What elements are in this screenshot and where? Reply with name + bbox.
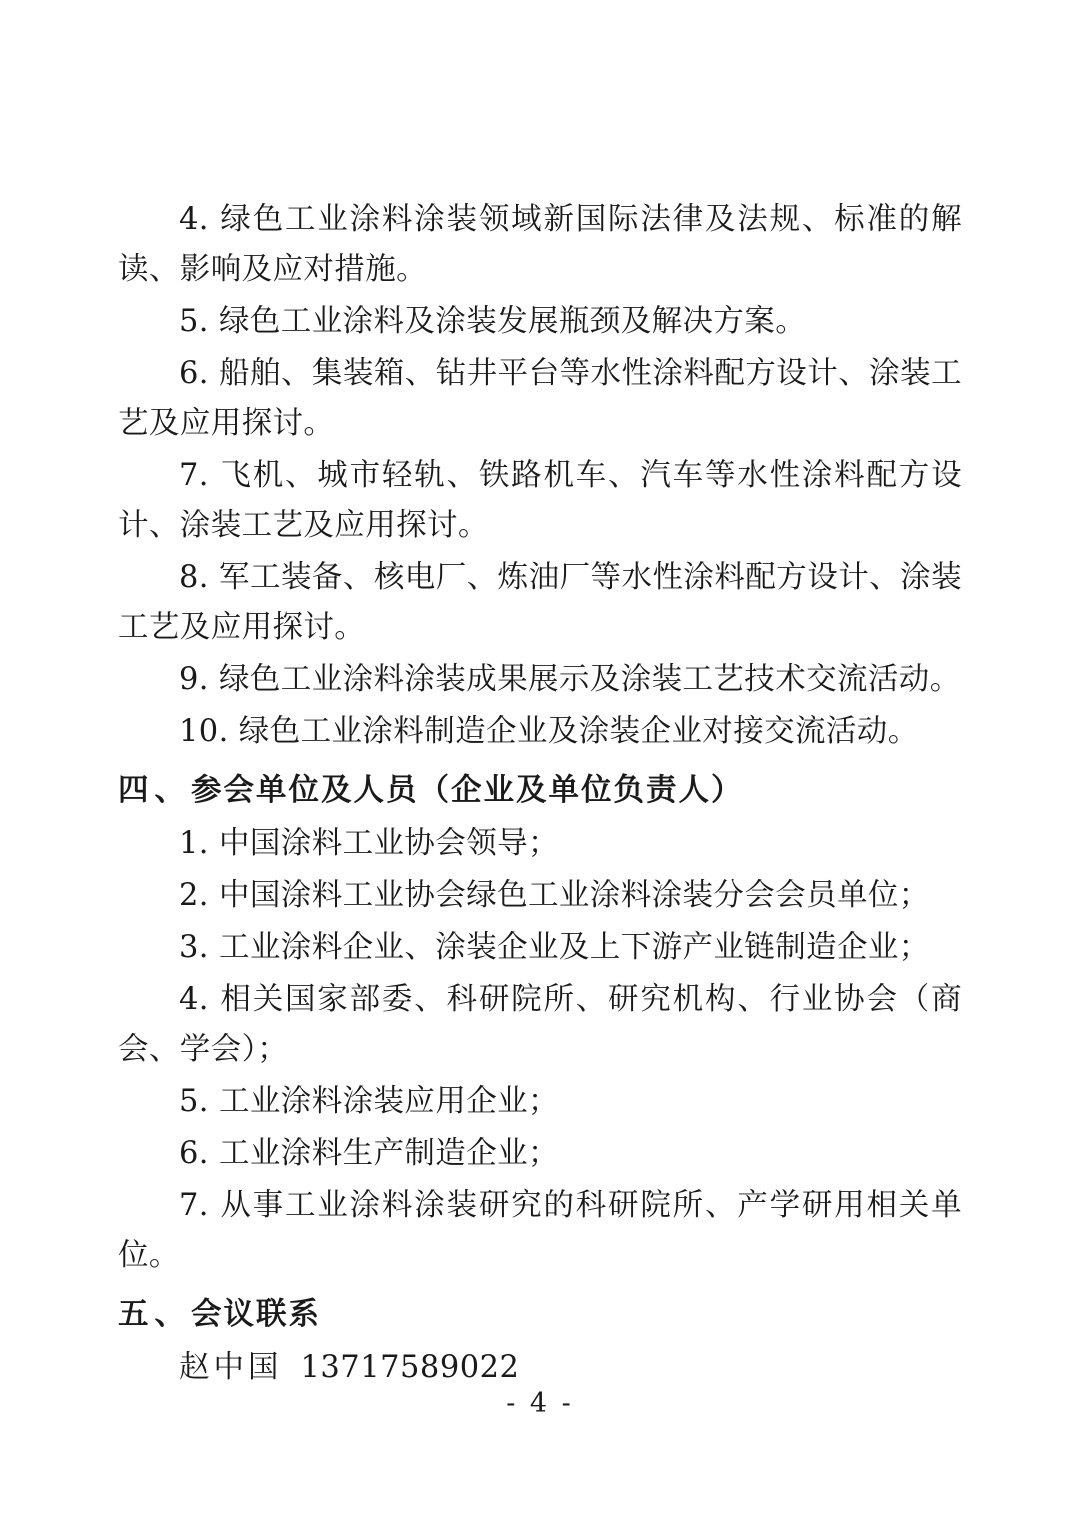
topic-item-6: 6. 船舶、集装箱、钻井平台等水性涂料配方设计、涂装工艺及应用探讨。 — [118, 356, 962, 441]
contact-line — [118, 1343, 962, 1393]
section-heading-five-number: 五、 — [118, 1296, 191, 1332]
attendee-item-6: 6. 工业涂料生产制造企业； — [179, 1136, 559, 1171]
document-body — [118, 195, 962, 1393]
page-number: - 4 - — [506, 1388, 574, 1419]
topic-item-8: 8. 军工装备、核电厂、炼油厂等水性涂料配方设计、涂装工艺及应用探讨。 — [118, 560, 962, 645]
section-heading-four-number: 四、 — [118, 772, 191, 808]
attendee-item-5: 5. 工业涂料涂装应用企业； — [179, 1084, 559, 1119]
section-heading-five-title: 会议联系 — [191, 1296, 321, 1332]
section-heading-five — [118, 1289, 962, 1339]
topic-item-7: 7. 飞机、城市轻轨、铁路机车、汽车等水性涂料配方设计、涂装工艺及应用探讨。 — [118, 458, 962, 543]
attendee-item-1: 1. 中国涂料工业协会领导； — [179, 826, 559, 861]
contact-name: 赵中国 — [179, 1350, 283, 1385]
topic-item-10: 10. 绿色工业涂料制造企业及涂装企业对接交流活动。 — [179, 714, 919, 749]
attendee-item-3: 3. 工业涂料企业、涂装企业及上下游产业链制造企业； — [179, 930, 930, 965]
section-heading-four — [118, 765, 962, 815]
topic-item-9: 9. 绿色工业涂料涂装成果展示及涂装工艺技术交流活动。 — [179, 662, 961, 697]
topic-item-4: 4. 绿色工业涂料涂装领域新国际法律及法规、标准的解读、影响及应对措施。 — [118, 202, 962, 287]
attendee-item-4: 4. 相关国家部委、科研院所、研究机构、行业协会（商会、学会）； — [118, 982, 962, 1067]
attendee-item-7: 7. 从事工业涂料涂装研究的科研院所、产学研用相关单位。 — [118, 1188, 962, 1273]
attendee-item-2: 2. 中国涂料工业协会绿色工业涂料涂装分会会员单位； — [179, 878, 930, 913]
section-heading-four-title: 参会单位及人员（企业及单位负责人） — [191, 772, 744, 808]
contact-phone: 13717589022 — [300, 1350, 520, 1385]
topic-item-5: 5. 绿色工业涂料及涂装发展瓶颈及解决方案。 — [179, 304, 807, 339]
